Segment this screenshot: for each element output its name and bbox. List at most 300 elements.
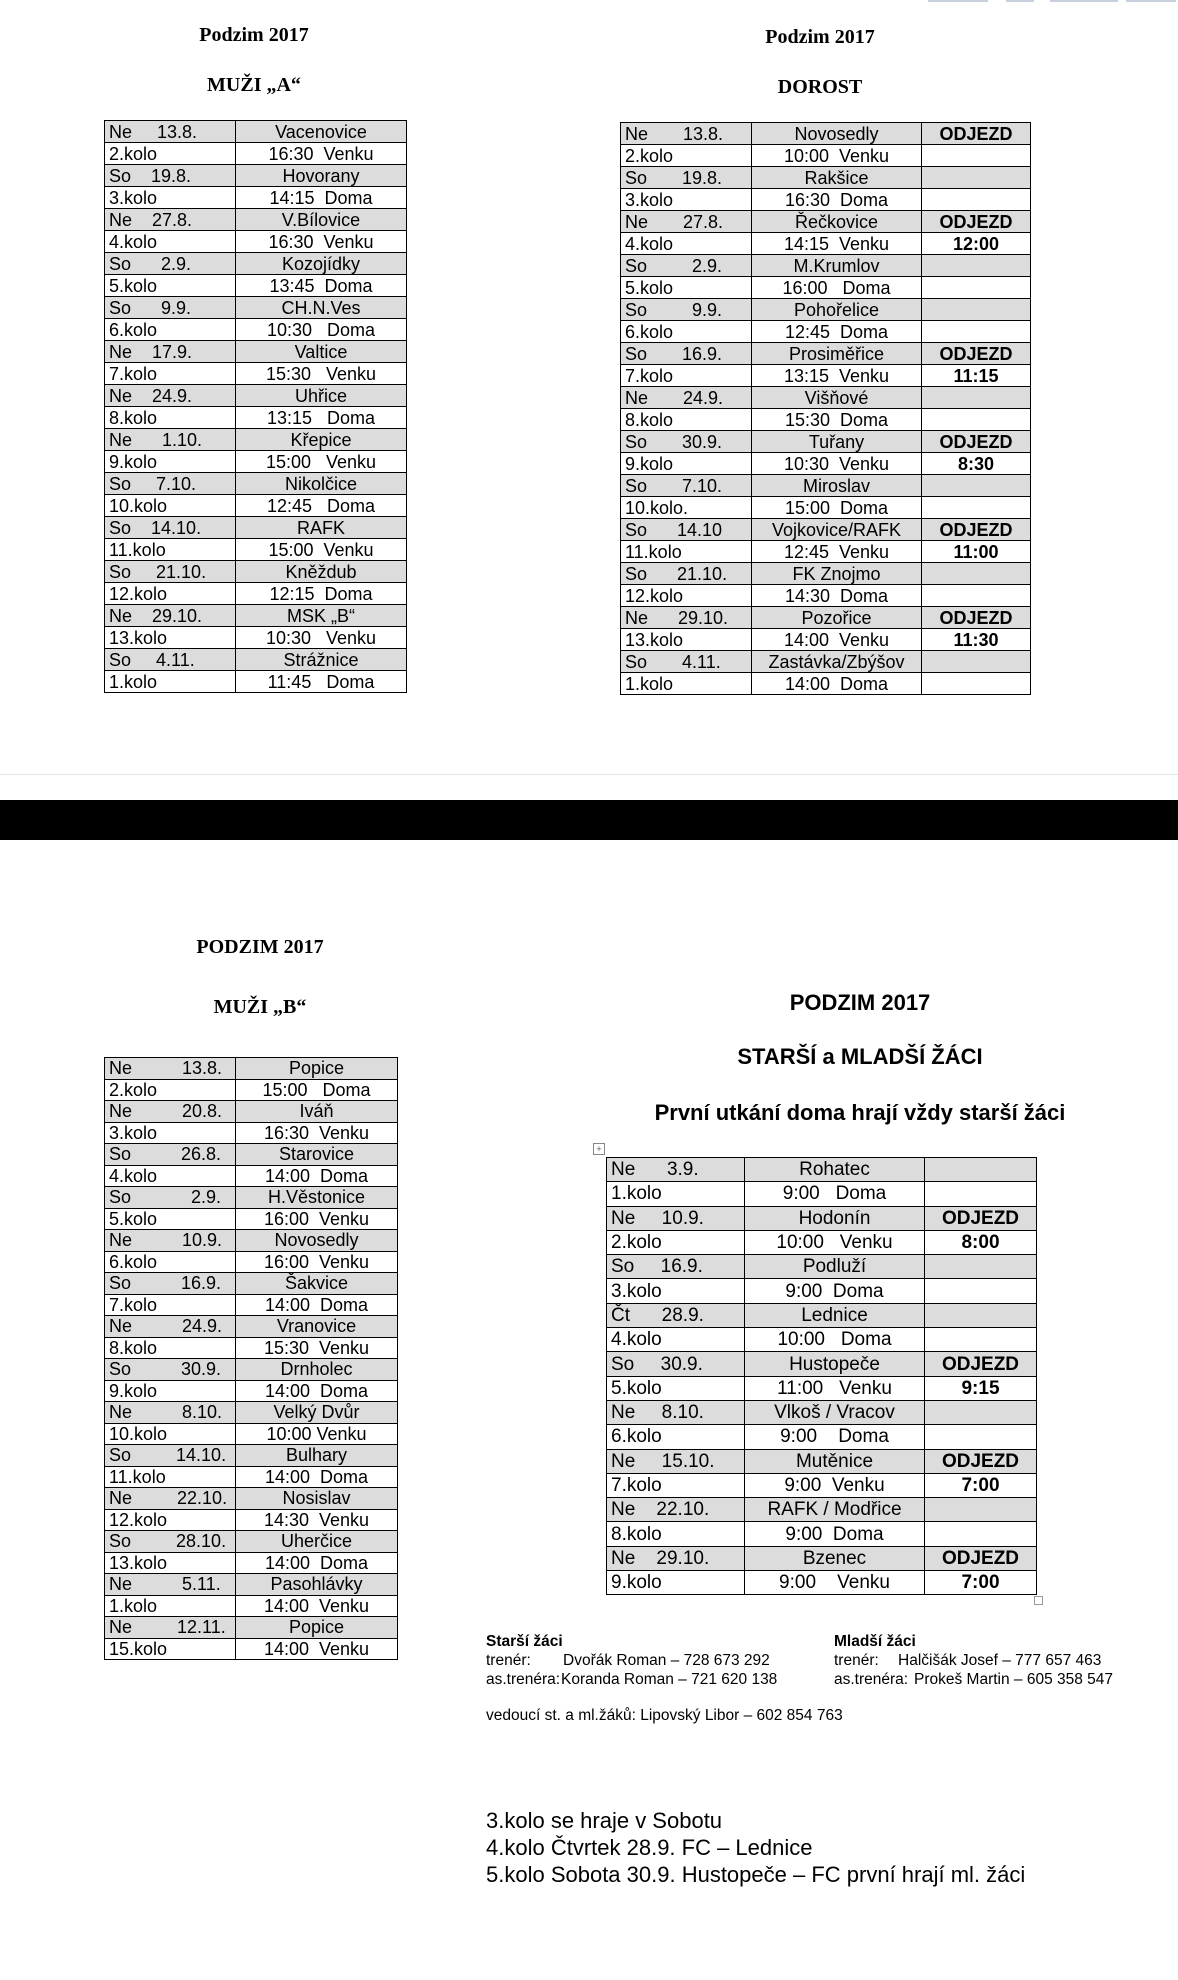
match-round-row [621,409,1031,431]
match-cell: RAFK [236,517,407,539]
match-cell: 15:30 Venku [236,363,407,385]
match-round-row [105,275,407,297]
departure-cell [925,1279,1037,1303]
departure-cell [922,145,1031,167]
match-cell: Prosiměřice [752,343,922,365]
date-cell: So 26.8. [105,1144,236,1166]
date-cell: 9.kolo [607,1571,745,1595]
match-date-row [105,1488,398,1510]
match-cell: Tuřany [752,431,922,453]
departure-cell: ODJEZD [925,1352,1037,1376]
departure-cell: 8:00 [925,1230,1037,1254]
departure-cell: ODJEZD [922,607,1031,629]
table-resize-handle[interactable] [1034,1596,1043,1605]
mladsi-contacts [834,1632,1113,1689]
match-round-row [105,1552,398,1574]
date-cell: 6.kolo [607,1425,745,1449]
match-cell: Mutěnice [745,1449,925,1473]
match-round-row [105,495,407,517]
date-cell: Ne 8.10. [105,1402,236,1424]
match-cell: 10:00 Venku [745,1230,925,1254]
date-cell: So 19.8. [105,165,236,187]
date-cell: 7.kolo [607,1473,745,1497]
match-cell: 11:00 Venku [745,1376,925,1400]
date-cell: 10.kolo [105,495,236,517]
table-move-handle-icon[interactable]: + [593,1143,605,1155]
match-round-row [105,231,407,253]
match-date-row [105,165,407,187]
match-cell: Pasohlávky [236,1574,398,1596]
match-date-row [621,475,1031,497]
match-cell: FK Znojmo [752,563,922,585]
match-cell: Pozořice [752,607,922,629]
match-cell: 15:00 Venku [236,539,407,561]
match-cell: 14:00 Doma [236,1380,398,1402]
match-date-row [105,297,407,319]
departure-cell [925,1328,1037,1352]
match-date-row [105,473,407,495]
match-date-row [607,1352,1037,1376]
match-date-row [607,1206,1037,1230]
date-cell: Ne 10.9. [607,1206,745,1230]
match-cell: Uherčice [236,1531,398,1553]
match-date-row [105,1316,398,1338]
match-cell: 16:30 Doma [752,189,922,211]
date-cell: So 14.10 [621,519,752,541]
match-round-row [621,453,1031,475]
date-cell: So 2.9. [621,255,752,277]
match-round-row [621,497,1031,519]
departure-cell [922,673,1031,695]
match-round-row [621,585,1031,607]
page-separator [0,774,1178,775]
match-cell: Vacenovice [236,121,407,143]
starsi-trener: Dvořák Roman – 728 673 292 [563,1652,770,1669]
match-cell: 12:45 Venku [752,541,922,563]
match-cell: MSK „B“ [236,605,407,627]
match-cell: Popice [236,1058,398,1080]
date-cell: 4.kolo [621,233,752,255]
zaci-subtitle: První utkání doma hrají vždy starší žáci [654,1100,1066,1125]
date-cell: 8.kolo [607,1522,745,1546]
departure-cell [925,1522,1037,1546]
match-cell: 16:30 Venku [236,1122,398,1144]
match-cell: 16:00 Venku [236,1208,398,1230]
match-cell: Velký Dvůr [236,1402,398,1424]
match-cell: Novosedly [236,1230,398,1252]
match-cell: 14:00 Venku [752,629,922,651]
match-cell: 10:00 Venku [236,1423,398,1445]
match-round-row [607,1571,1037,1595]
date-cell: Ne 27.8. [105,209,236,231]
match-cell: 9:00 Venku [745,1473,925,1497]
match-round-row [105,187,407,209]
departure-cell: 7:00 [925,1571,1037,1595]
match-date-row [105,605,407,627]
match-cell: Bzenec [745,1546,925,1570]
departure-cell [922,585,1031,607]
date-cell: 6.kolo [105,1251,236,1273]
match-date-row [607,1498,1037,1522]
match-cell: 13:15 Doma [236,407,407,429]
departure-cell [925,1182,1037,1206]
match-date-row [621,431,1031,453]
date-cell: Ne 29.10. [105,605,236,627]
match-cell: 14:00 Venku [236,1638,398,1660]
match-cell: Vojkovice/RAFK [752,519,922,541]
match-cell: 10:30 Venku [752,453,922,475]
date-cell: 2.kolo [621,145,752,167]
match-cell: 14:00 Doma [236,1165,398,1187]
match-cell: 10:30 Doma [236,319,407,341]
match-date-row [621,651,1031,673]
match-cell: Bulhary [236,1445,398,1467]
note-item: 3.kolo se hraje v Sobotu [486,1808,723,1833]
match-date-row [105,209,407,231]
date-cell: 4.kolo [607,1328,745,1352]
match-cell: Valtice [236,341,407,363]
mladsi-as-label: as.trenéra: [834,1671,909,1688]
match-round-row [621,321,1031,343]
match-cell: Řečkovice [752,211,922,233]
match-cell: Šakvice [236,1273,398,1295]
match-date-row [621,387,1031,409]
muzi-a-title: MUŽI „A“ [207,74,301,96]
match-round-row [621,541,1031,563]
date-cell: 4.kolo [105,231,236,253]
match-cell: 9:00 Venku [745,1571,925,1595]
date-cell: 8.kolo [105,407,236,429]
match-round-row [105,1165,398,1187]
match-round-row [105,1122,398,1144]
departure-cell [922,255,1031,277]
match-cell: Starovice [236,1144,398,1166]
match-date-row [105,561,407,583]
match-cell: 15:00 Doma [752,497,922,519]
match-cell: 16:00 Venku [236,1251,398,1273]
match-date-row [621,299,1031,321]
match-cell: 14:00 Doma [236,1294,398,1316]
departure-cell: ODJEZD [925,1449,1037,1473]
date-cell: Ne 24.9. [105,1316,236,1338]
match-cell: Miroslav [752,475,922,497]
departure-cell [925,1303,1037,1327]
date-cell: Ne 13.8. [105,1058,236,1080]
date-cell: 11.kolo [105,539,236,561]
match-round-row [105,451,407,473]
match-round-row [105,1509,398,1531]
muzi-b-table [104,1057,398,1660]
match-cell: Hustopeče [745,1352,925,1376]
match-cell: 16:30 Venku [236,143,407,165]
date-cell: 13.kolo [105,627,236,649]
match-cell: Rakšice [752,167,922,189]
date-cell: So 16.9. [607,1255,745,1279]
date-cell: 8.kolo [621,409,752,431]
date-cell: Ne 24.9. [621,387,752,409]
date-cell: So 19.8. [621,167,752,189]
match-round-row [105,671,407,693]
muzi-a-season: Podzim 2017 [199,24,309,46]
match-date-row [105,1531,398,1553]
date-cell: 13.kolo [105,1552,236,1574]
departure-cell [925,1158,1037,1182]
departure-cell [922,409,1031,431]
match-cell: Drnholec [236,1359,398,1381]
match-date-row [621,167,1031,189]
match-cell: 9:00 Doma [745,1425,925,1449]
date-cell: 7.kolo [621,365,752,387]
date-cell: So 2.9. [105,1187,236,1209]
muzi-b-title: MUŽI „B“ [213,996,307,1018]
date-cell: 4.kolo [105,1165,236,1187]
date-cell: So 4.11. [105,649,236,671]
date-cell: So 30.9. [607,1352,745,1376]
match-cell: 14:00 Doma [752,673,922,695]
starsi-title: Starší žáci [486,1633,563,1650]
match-cell: Rohatec [745,1158,925,1182]
date-cell: So 16.9. [105,1273,236,1295]
zaci-title: STARŠÍ a MLADŠÍ ŽÁCI [737,1044,983,1069]
match-round-row [105,1423,398,1445]
date-cell: Ne 29.10. [607,1546,745,1570]
match-round-row [105,1638,398,1660]
match-round-row [105,407,407,429]
date-cell: So 2.9. [105,253,236,275]
date-cell: 15.kolo [105,1638,236,1660]
match-date-row [607,1546,1037,1570]
match-date-row [607,1255,1037,1279]
match-date-row [607,1303,1037,1327]
match-cell: 12:15 Doma [236,583,407,605]
date-cell: Čt 28.9. [607,1303,745,1327]
match-round-row [105,1466,398,1488]
date-cell: So 9.9. [621,299,752,321]
match-date-row [105,121,407,143]
match-cell: 16:30 Venku [236,231,407,253]
match-date-row [105,385,407,407]
date-cell: Ne 22.10. [607,1498,745,1522]
departure-cell [922,299,1031,321]
match-date-row [105,1273,398,1295]
date-cell: Ne 20.8. [105,1101,236,1123]
match-date-row [105,1617,398,1639]
match-cell: Hodonín [745,1206,925,1230]
mladsi-title: Mladší žáci [834,1633,916,1650]
muzi-b-season: PODZIM 2017 [196,936,324,958]
match-cell: Strážnice [236,649,407,671]
match-round-row [105,143,407,165]
match-cell: 13:45 Doma [236,275,407,297]
zaci-season: PODZIM 2017 [789,990,931,1015]
match-cell: CH.N.Ves [236,297,407,319]
match-cell: RAFK / Modřice [745,1498,925,1522]
match-cell: Iváň [236,1101,398,1123]
date-cell: 11.kolo [621,541,752,563]
date-cell: Ne 10.9. [105,1230,236,1252]
departure-cell [925,1255,1037,1279]
match-round-row [105,1337,398,1359]
match-cell: 14:30 Venku [236,1509,398,1531]
date-cell: Ne 29.10. [621,607,752,629]
match-cell: 12:45 Doma [236,495,407,517]
match-round-row [621,233,1031,255]
date-cell: 1.kolo [621,673,752,695]
match-date-row [105,649,407,671]
departure-cell: ODJEZD [922,519,1031,541]
match-cell: Novosedly [752,123,922,145]
date-cell: 2.kolo [607,1230,745,1254]
match-round-row [105,319,407,341]
date-cell: So 4.11. [621,651,752,673]
departure-cell: 11:15 [922,365,1031,387]
match-date-row [105,1445,398,1467]
match-cell: Višňové [752,387,922,409]
match-cell: 9:00 Doma [745,1182,925,1206]
notes [486,1807,1025,1888]
match-cell: 15:30 Venku [236,1337,398,1359]
muzi-a-table [104,120,407,693]
starsi-as-label: as.trenéra: [486,1671,561,1688]
date-cell: 9.kolo [105,1380,236,1402]
match-round-row [105,1380,398,1402]
match-cell: Vranovice [236,1316,398,1338]
match-round-row [607,1425,1037,1449]
date-cell: 2.kolo [105,1079,236,1101]
match-date-row [621,211,1031,233]
match-date-row [105,1187,398,1209]
match-round-row [105,1251,398,1273]
match-cell: Nikolčice [236,473,407,495]
date-cell: Ne 12.11. [105,1617,236,1639]
date-cell: 3.kolo [621,189,752,211]
match-cell: 15:00 Venku [236,451,407,473]
match-cell: Popice [236,1617,398,1639]
match-cell: Hovorany [236,165,407,187]
date-cell: 7.kolo [105,1294,236,1316]
date-cell: So 21.10. [105,561,236,583]
match-round-row [621,629,1031,651]
match-date-row [607,1449,1037,1473]
date-cell: 6.kolo [105,319,236,341]
match-date-row [621,563,1031,585]
match-cell: Kozojídky [236,253,407,275]
date-cell: Ne 24.9. [105,385,236,407]
date-cell: 12.kolo [105,1509,236,1531]
date-cell: 12.kolo [105,583,236,605]
match-date-row [105,1574,398,1596]
match-cell: 12:45 Doma [752,321,922,343]
date-cell: Ne 15.10. [607,1449,745,1473]
match-date-row [105,341,407,363]
date-cell: Ne 22.10. [105,1488,236,1510]
match-round-row [105,539,407,561]
departure-cell [922,651,1031,673]
match-date-row [105,429,407,451]
note-item: 4.kolo Čtvrtek 28.9. FC – Lednice [486,1835,813,1860]
match-date-row [105,1058,398,1080]
date-cell: So 9.9. [105,297,236,319]
starsi-contacts [486,1632,777,1689]
departure-cell: 11:30 [922,629,1031,651]
departure-cell: 12:00 [922,233,1031,255]
date-cell: 10.kolo [105,1423,236,1445]
match-cell: 14:00 Doma [236,1552,398,1574]
departure-cell: ODJEZD [925,1546,1037,1570]
date-cell: So 30.9. [105,1359,236,1381]
date-cell: Ne 1.10. [105,429,236,451]
match-cell: Křepice [236,429,407,451]
match-date-row [105,1230,398,1252]
match-date-row [621,343,1031,365]
departure-cell [922,497,1031,519]
match-cell: Podluží [745,1255,925,1279]
date-cell: 5.kolo [621,277,752,299]
departure-cell: ODJEZD [922,343,1031,365]
match-cell: V.Bílovice [236,209,407,231]
match-date-row [105,517,407,539]
date-cell: Ne 5.11. [105,1574,236,1596]
match-round-row [607,1328,1037,1352]
match-round-row [621,189,1031,211]
match-cell: 15:30 Doma [752,409,922,431]
departure-cell: 9:15 [925,1376,1037,1400]
match-date-row [105,1144,398,1166]
date-cell: 1.kolo [105,671,236,693]
match-date-row [607,1400,1037,1424]
date-cell: Ne 3.9. [607,1158,745,1182]
date-cell: Ne 17.9. [105,341,236,363]
match-round-row [105,1595,398,1617]
match-round-row [105,363,407,385]
match-cell: Uhřice [236,385,407,407]
note-item: 5.kolo Sobota 30.9. Hustopeče – FC první hrají ml. žáci [486,1862,1026,1887]
date-cell: So 28.10. [105,1531,236,1553]
match-date-row [105,1101,398,1123]
match-cell: Nosislav [236,1488,398,1510]
match-round-row [607,1182,1037,1206]
departure-cell: 8:30 [922,453,1031,475]
match-cell: 11:45 Doma [236,671,407,693]
date-cell: 6.kolo [621,321,752,343]
dorost-title: DOROST [777,76,863,98]
date-cell: 1.kolo [607,1182,745,1206]
date-cell: So 14.10. [105,1445,236,1467]
match-cell: 14:15 Doma [236,187,407,209]
date-cell: 3.kolo [105,1122,236,1144]
match-date-row [105,253,407,275]
match-round-row [621,145,1031,167]
departure-cell [922,277,1031,299]
top-edge-strip [928,0,1178,3]
date-cell: Ne 13.8. [105,121,236,143]
date-cell: 2.kolo [105,143,236,165]
match-cell: 10:00 Venku [752,145,922,167]
mladsi-trener: Halčišák Josef – 777 657 463 [898,1652,1102,1669]
date-cell: So 14.10. [105,517,236,539]
date-cell: Ne 13.8. [621,123,752,145]
match-cell: 9:00 Doma [745,1522,925,1546]
match-date-row [621,519,1031,541]
match-round-row [607,1279,1037,1303]
date-cell: So 16.9. [621,343,752,365]
departure-cell [925,1498,1037,1522]
match-round-row [105,627,407,649]
date-cell: So 7.10. [621,475,752,497]
date-cell: 9.kolo [621,453,752,475]
departure-cell [922,167,1031,189]
match-cell: 14:15 Venku [752,233,922,255]
